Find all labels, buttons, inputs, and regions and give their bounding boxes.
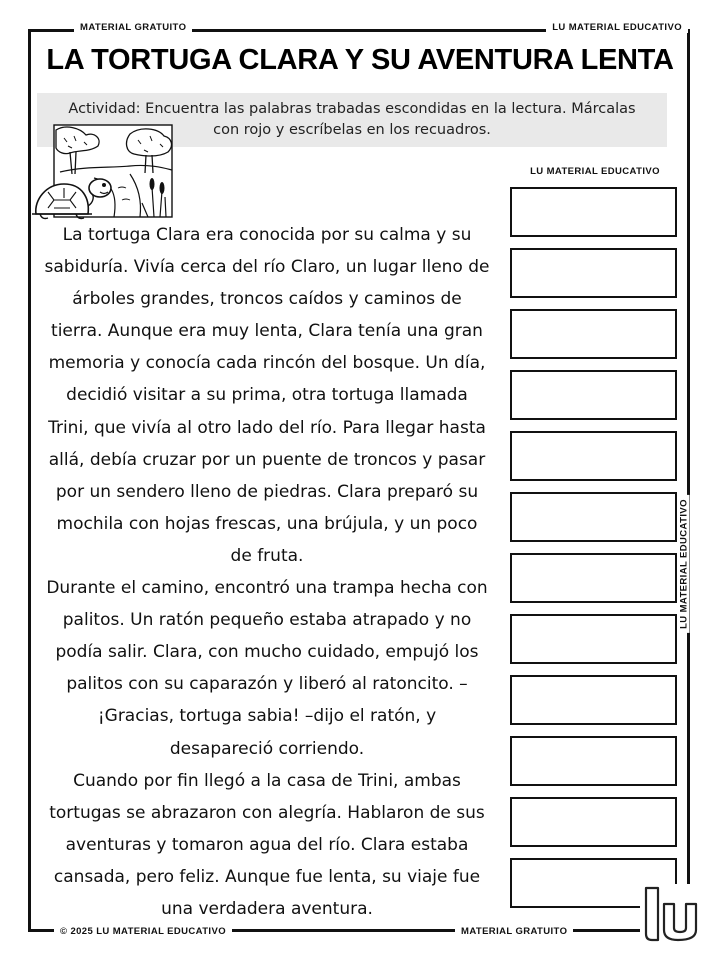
answer-box[interactable] <box>510 614 677 664</box>
turtle-river-illustration <box>30 122 176 222</box>
story-text <box>44 219 490 925</box>
answer-box[interactable] <box>510 675 677 725</box>
answer-box[interactable] <box>510 492 677 542</box>
page-title: LA TORTUGA CLARA Y SU AVENTURA LENTA <box>46 44 674 76</box>
header-left-tag: MATERIAL GRATUITO <box>74 22 192 33</box>
answer-box[interactable] <box>510 431 677 481</box>
story-paragraph-3: Cuando por fin llegó a la casa de Trini, ambas tortugas se abrazaron con alegría. Hablaron de sus aventuras y tomaron agua del río. Clara estaba cansada, pero feliz. Aunque fue lenta, su viaje fue una verdadera aventura. <box>49 770 485 919</box>
answer-box[interactable] <box>510 736 677 786</box>
activity-line-1: Actividad: Encuentra las palabras trabadas escondidas en la lectura. Márcalas <box>68 101 636 117</box>
answer-box[interactable] <box>510 309 677 359</box>
answer-box[interactable] <box>510 248 677 298</box>
answer-box[interactable] <box>510 553 677 603</box>
answer-box[interactable] <box>510 187 677 237</box>
activity-line-2: con rojo y escríbelas en los recuadros. <box>213 122 491 138</box>
footer-right-tag: MATERIAL GRATUITO <box>455 926 573 937</box>
footer-copyright: © 2025 LU MATERIAL EDUCATIVO <box>54 926 232 937</box>
story-paragraph-2: Durante el camino, encontró una trampa hecha con palitos. Un ratón pequeño estaba atrapado y no podía salir. Clara, con mucho cuidado, empujó los palitos con su caparazón y liberó al ratoncito. –¡Gracias, tortuga sabia! –dijo el ratón, y desapareció corriendo. <box>46 578 488 759</box>
answer-box[interactable] <box>510 797 677 847</box>
header-right-tag: LU MATERIAL EDUCATIVO <box>546 22 688 33</box>
answer-box[interactable] <box>510 370 677 420</box>
story-paragraph-1: La tortuga Clara era conocida por su calma y su sabiduría. Vivía cerca del río Claro, un lugar lleno de árboles grandes, troncos caídos y caminos de tierra. Aunque era muy lenta, Clara tenía una gran memoria y conocía cada rincón del bosque. Un día, decidió visitar a su prima, otra tortuga llamada Trini, que vivía al otro lado del río. Para llegar hasta allá, debía cruzar por un puente de troncos y pasar por un sendero lleno de piedras. Clara preparó su mochila con hojas frescas, una brújula, y un poco de fruta. <box>44 225 490 566</box>
answer-area-label: LU MATERIAL EDUCATIVO <box>530 166 660 177</box>
lu-logo <box>640 884 702 944</box>
side-tag: LU MATERIAL EDUCATIVO <box>679 495 690 633</box>
